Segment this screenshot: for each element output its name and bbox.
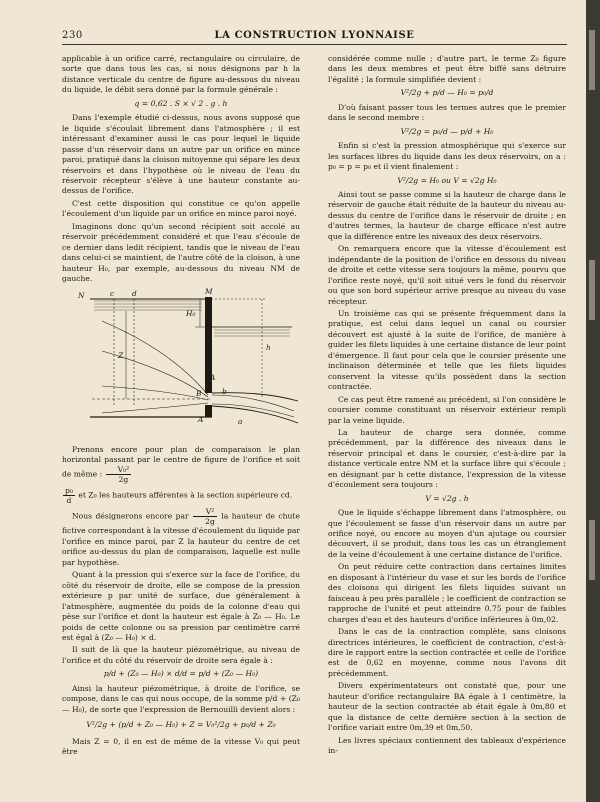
label-a: a (238, 416, 243, 426)
page-number: 230 (62, 30, 83, 41)
label-A-bottom: A (198, 414, 204, 424)
label-Z: Z (118, 350, 124, 360)
paragraph: Prenons encore pour plan de comparaison le plan horizontal passant par le centre de figure de l'orifice et soit de même : $\frac{\text{V₀²}}{2g}$ (62, 444, 300, 485)
paragraph: Enfin si c'est la pression atmosphérique qui s'exerce sur les surfaces libres du liquide dans les deux réservoirs, on a : p₀ = p = p₀ et il vient finalement : (328, 141, 566, 172)
paragraph: D'où faisant passer tous les termes autres que le premier dans le second membre : (328, 102, 566, 123)
paragraph: Mais Z = 0, il en est de même de la vitesse V₀ qui peut être (62, 736, 300, 757)
paragraph: Ce cas peut être ramené au précédent, si l'on considère le coursier comme constituant un réservoir extérieur rempli par la veine liquide. (328, 394, 566, 425)
page-header (62, 30, 567, 45)
fraction: $\frac{\text{V₀²}}{2g}$ (106, 465, 132, 484)
paragraph: Ainsi la hauteur piézométrique, à droite de l'orifice, se compose, dans le cas qui nous occupe, de la somme p/d + (Z₀ — H₀), de sorte que l'expression de Bernouilli devient alors : (62, 683, 300, 714)
formula-simplified: V²/2g + p/d — H₀ = p₀/d (400, 88, 494, 98)
label-M: M (205, 286, 213, 296)
paragraph: applicable à un orifice carré, rectangulaire ou circulaire, de sorte que dans tous les cas, si nous désignons par h la distance verticale du centre de figure au-dessous du niveau du liquide, le débit sera donné par la formule générale : (62, 54, 300, 95)
paragraph: considérée comme nulle ; d'autre part, le terme Z₀ figure dans les deux membres et peut être biffé sans détruire l'égalité ; la formule simplifiée devient : (328, 54, 566, 84)
orifice-figure (62, 286, 300, 441)
paragraph: Quant à la pression qui s'exerce sur la face de l'orifice, du côté du réservoir de droite, elle se compose de la pression extérieure p par unité de surface, due généralement à l'atmosphère, augmentée du poids de la colonne d'eau qui pèse sur l'orifice et dont la hauteur est égale à Z₀ — H₀. Le poids de cette colonne ou sa pression par centimètre carré est égal à (Z₀ — H₀) × d. (62, 570, 300, 642)
formula-second-member: V²/2g = p₀/d — p/d + H₀ (400, 126, 494, 136)
label-B: B (196, 388, 202, 398)
label-H0: H₀ (186, 308, 196, 318)
label-A-top: A (210, 372, 216, 382)
paragraph: La hauteur de charge sera donnée, comme précédemment, par la différence des niveaux dans le réservoir principal et dans le coursier, c'est-à-dire par la distance verticale entre NM et la surface libre qui s'écoule ; en désignant par h cette distance, l'expression de la vitesse d'écoulement sera toujours : (328, 427, 566, 490)
formula-piezometric: p/d + (Z₀ — H₀) × d/d = p/d + (Z₀ — H₀) (103, 669, 259, 679)
paragraph: Les livres spéciaux contiennent des tableaux d'expérience in- (328, 735, 566, 756)
paragraph: C'est cette disposition qui constitue ce qu'on appelle l'écoulement d'un liquide par un orifice en mince paroi noyé. (62, 198, 300, 219)
label-c: c (110, 288, 115, 298)
paragraph: Imaginons donc qu'un second récipient soit accolé au réservoir précédemment considéré et que l'eau s'écoule de ce dernier dans ledit récipient, tandis que le niveau de l'eau dans celui-ci se maintient, de l'autre côté de la cloison, à une hauteur H₀, par exemple, au-dessous du niveau NM de gauche. (62, 221, 300, 284)
paragraph: Ainsi tout se passe comme si la hauteur de charge dans le réservoir de gauche était réduite de la hauteur du niveau au-dessus du centre de l'orifice dans le réservoir de droite ; en d'autres termes, la hauteur de charge efficace n'est autre que la différence entre les niveaux des deux réservoirs. (328, 189, 566, 241)
paragraph: Nous désignerons encore par $\frac{\text{V²}}{2g}$ la hauteur de chute fictive correspondant à la vitesse d'écoulement du liquide par l'orifice en mince paroi, par Z la hauteur du centre de cet orifice au-dessus du plan de comparaison, laquelle est nulle par hypothèse. (62, 507, 300, 567)
paragraph: On remarquera encore que la vitesse d'écoulement est indépendante de la position de l'orifice en dessous du niveau de droite et cette vitesse sera toujours la même, pourvu que l'orifice reste noyé, qu'il soit situé vers le fond du réservoir ou que son bord supérieur arrive presque au niveau du vase récepteur. (328, 244, 566, 306)
formula-bernouilli: V²/2g + (p/d + Z₀ — H₀) + Z = V₀²/2g + p₀/d + Z₀ (86, 720, 276, 730)
orifice-diagram (62, 288, 300, 441)
paragraph: Dans le cas de la contraction complète, sans cloisons directrices intérieures, le coefficient de contraction, c'est-à-dire le rapport entre la section contractée et celle de l'orifice est de 0,62 en moyenne, comme nous l'avons dit précédemment. (328, 627, 566, 678)
paragraph: Dans l'exemple étudié ci-dessus, nous avons supposé que le liquide s'écoulait librement dans l'atmosphère ; il est intéressant d'examiner aussi le cas pour lequel le liquide passe d'un réservoir dans un autre par un orifice en mince paroi, pratiqué dans la cloison mitoyenne qui sépare les deux réservoirs et dans l'hypothèse où le niveau de l'eau du réservoir récepteur s'élève à une hauteur constante au-dessus de l'orifice. (62, 113, 300, 196)
journal-title: LA CONSTRUCTION LYONNAISE (214, 30, 415, 41)
formula-debit: q = 0,62 . S × √ 2 . g . h (134, 98, 228, 108)
paragraph: Il suit de là que la hauteur piézométrique, au niveau de l'orifice et du côté du réservoir de droite sera égale à : (62, 645, 300, 665)
paragraph: Divers expérimentateurs ont constaté que, pour une hauteur d'orifice rectangulaire BA égale à 1 centimètre, la hauteur de la section contractée ab était égale à 0m,80 et que la distance de cette dernière section à la section de l'orifice variait entre 0m,39 et 0m,50. (328, 681, 566, 733)
label-d: d (132, 288, 137, 298)
fraction: $\frac{\text{p₀}}{d}$ (65, 486, 73, 506)
book-edge (586, 0, 600, 802)
label-b: b (222, 386, 227, 396)
paragraph: Un troisième cas qui se présente fréquemment dans la pratique, est celui dans lequel un canal ou coursier découvert est ajusté à la suite de l'orifice, de manière à guider les filets liquides à une certaine distance de leur point d'émergence. Il faut pour cela que le coursier présente une inclinaison déterminée et telle que les filets liquides conservent la vitesse qu'ils possèdent dans la section contractée. (328, 308, 566, 392)
paragraph: Que le liquide s'échappe librement dans l'atmosphère, ou que l'écoulement se fasse d'un réservoir dans un autre par orifice noyé, ou encore au moyen d'un ajutage ou coursier découvert, il se produit, dans tous les cas un étranglement de la veine d'écoulement à une certaine distance de l'orifice. (328, 508, 566, 559)
paragraph: $\frac{\text{p₀}}{d}$ et Z₀ les hauteurs afférentes à la section supérieure cd. (65, 486, 293, 506)
fraction: $\frac{\text{V²}}{2g}$ (193, 507, 217, 526)
paragraph: On peut réduire cette contraction dans certaines limites en disposant à l'intérieur du vase et sur les bords de l'orifice des cloisons qui dirigent les filets liquides suivant un faisceau à peu près parallèle ; le coefficient de contraction se rapproche de l'unité et peut atteindre 0.75 pour de faibles charges d'eau et des hauteurs d'orifice inférieures à 0m,02. (328, 562, 566, 624)
label-h: h (266, 342, 271, 352)
left-column (62, 54, 300, 759)
label-N: N (78, 290, 85, 300)
formula-final: V²/2g = H₀ ou V = √2g H₀ (397, 175, 497, 185)
formula-velocity: V = √2g . h (425, 493, 469, 503)
right-column (328, 54, 566, 759)
